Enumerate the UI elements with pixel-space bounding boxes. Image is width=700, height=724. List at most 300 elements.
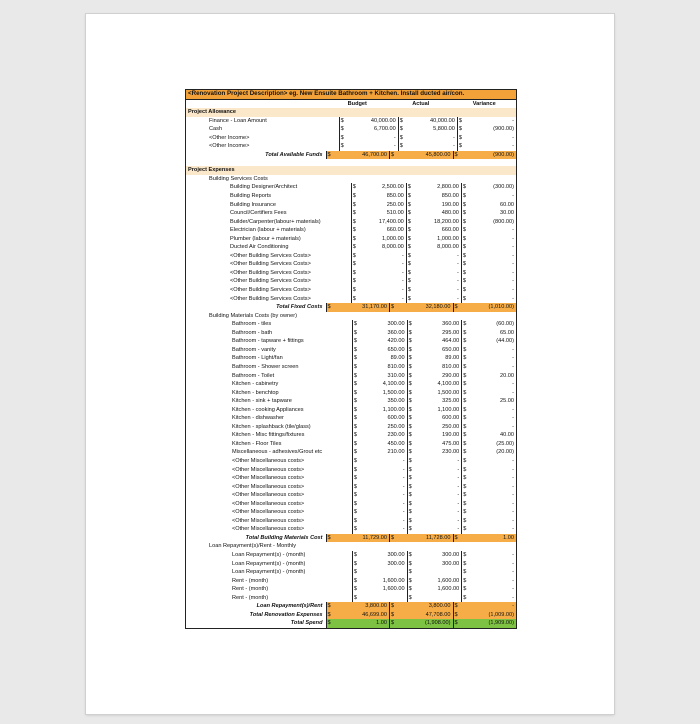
currency-symbol: $ — [454, 611, 458, 618]
currency-symbol: $ — [463, 355, 467, 362]
actual-value — [417, 568, 462, 577]
loan-row-label: Loan Repayment(s) - (month) — [232, 551, 306, 558]
variance-cell — [461, 235, 516, 244]
materials-row-label: <Other Miscellaneous costs> — [232, 526, 305, 533]
actual-value: 32,180.00 — [425, 304, 451, 311]
services-row-label: <Other Building Services Costs> — [230, 252, 311, 259]
currency-symbol: $ — [462, 244, 467, 251]
loan-rent-total-row — [186, 602, 516, 611]
variance-value: - — [512, 269, 515, 276]
materials-row — [186, 508, 516, 517]
materials-row-label: Kitchen - cooking Appliances — [232, 406, 304, 413]
variance-cell — [461, 577, 516, 586]
loan-repayments-heading-row — [186, 542, 516, 551]
variance-value: - — [512, 261, 515, 268]
materials-row — [186, 354, 516, 363]
currency-symbol: $ — [408, 475, 412, 482]
currency-symbol: $ — [353, 363, 357, 370]
currency-symbol: $ — [352, 218, 356, 225]
currency-symbol: $ — [353, 440, 357, 447]
currency-symbol: $ — [353, 406, 357, 413]
materials-row-label: Bathroom - Light/fan — [232, 355, 283, 362]
currency-symbol: $ — [408, 338, 412, 345]
currency-symbol: $ — [463, 526, 467, 533]
variance-cell — [461, 337, 516, 346]
variance-value: (900.00) — [493, 126, 515, 133]
currency-symbol: $ — [408, 509, 412, 516]
currency-symbol: $ — [462, 269, 467, 276]
variance-value: - — [512, 227, 515, 234]
currency-symbol: $ — [463, 586, 467, 593]
materials-row-label: <Other Miscellaneous costs> — [232, 492, 305, 499]
currency-symbol: $ — [352, 278, 356, 285]
materials-row — [186, 389, 516, 398]
currency-symbol: $ — [408, 346, 412, 353]
materials-row-label: Kitchen - dishwasher — [232, 415, 284, 422]
currency-symbol: $ — [352, 244, 356, 251]
variance-value: - — [512, 406, 514, 413]
currency-symbol: $ — [408, 457, 412, 464]
materials-row — [186, 406, 516, 415]
actual-cell — [398, 125, 457, 134]
actual-cell — [407, 594, 462, 603]
variance-cell — [461, 192, 516, 201]
currency-symbol: $ — [353, 492, 357, 499]
variance-cell — [461, 243, 516, 252]
currency-symbol: $ — [353, 569, 357, 576]
budget-cell — [326, 602, 390, 611]
currency-symbol: $ — [463, 398, 467, 405]
services-row-label: Council/Certifiers Fees — [230, 210, 287, 217]
total-renovation-expenses-row-label: Total Renovation Expenses — [186, 611, 326, 620]
budget-value: 650.00 — [387, 346, 405, 353]
variance-value: - — [512, 235, 515, 242]
currency-symbol: $ — [353, 372, 357, 379]
variance-value: - — [512, 483, 514, 490]
budget-value: - — [401, 269, 404, 276]
materials-row — [186, 320, 516, 329]
currency-symbol: $ — [353, 389, 357, 396]
total-spend-row-label: Total Spend — [186, 619, 326, 628]
actual-cell — [389, 534, 453, 543]
budget-cell — [352, 440, 407, 449]
budget-value: 250.00 — [387, 423, 405, 430]
currency-symbol: $ — [407, 227, 411, 234]
services-row-label: Building Reports — [230, 193, 272, 200]
currency-symbol: $ — [352, 227, 356, 234]
actual-value: 660.00 — [441, 227, 459, 234]
variance-value: - — [512, 346, 514, 353]
currency-symbol: $ — [408, 466, 412, 473]
budget-value: - — [402, 492, 405, 499]
variance-cell — [461, 277, 516, 286]
variance-value: - — [512, 134, 515, 141]
currency-symbol: $ — [391, 534, 395, 541]
materials-row — [186, 363, 516, 372]
budget-value: - — [402, 466, 405, 473]
currency-symbol: $ — [454, 534, 458, 541]
variance-value: - — [512, 603, 515, 610]
actual-cell — [407, 474, 462, 483]
actual-value: 1,500.00 — [437, 389, 460, 396]
currency-symbol: $ — [353, 560, 357, 567]
budget-value: 420.00 — [387, 338, 405, 345]
budget-cell — [352, 337, 407, 346]
budget-value: - — [401, 261, 404, 268]
currency-symbol: $ — [463, 569, 467, 576]
budget-value: 31,170.00 — [362, 304, 388, 311]
variance-cell — [461, 209, 516, 218]
currency-symbol: $ — [462, 261, 467, 268]
currency-symbol: $ — [327, 151, 331, 158]
actual-value: 300.00 — [442, 551, 460, 558]
variance-value: (20.00) — [496, 449, 514, 456]
budget-cell — [351, 218, 406, 227]
variance-cell — [461, 389, 516, 398]
variance-value: - — [512, 457, 514, 464]
materials-row-label: <Other Miscellaneous costs> — [232, 483, 305, 490]
actual-cell — [407, 372, 462, 381]
currency-symbol: $ — [408, 526, 412, 533]
actual-cell — [407, 329, 462, 338]
budget-cell — [339, 134, 398, 143]
variance-value: 60.00 — [500, 201, 515, 208]
actual-cell — [406, 192, 461, 201]
budget-value: 360.00 — [387, 329, 405, 336]
currency-symbol: $ — [353, 586, 357, 593]
services-row — [186, 218, 516, 227]
currency-symbol: $ — [340, 117, 344, 124]
currency-symbol: $ — [454, 603, 458, 610]
actual-value: 40,000.00 — [430, 117, 455, 124]
currency-symbol: $ — [352, 252, 356, 259]
variance-value: - — [512, 517, 514, 524]
variance-value: - — [512, 278, 515, 285]
total-spend-row — [186, 619, 516, 628]
currency-symbol: $ — [462, 193, 467, 200]
loan-row — [186, 594, 516, 603]
variance-value: - — [512, 295, 515, 302]
variance-value: - — [512, 509, 514, 516]
materials-row-label: Bathroom - tapware + fittings — [232, 338, 304, 345]
materials-row-label: <Other Miscellaneous costs> — [232, 500, 305, 507]
budget-value — [362, 568, 407, 577]
variance-value: - — [512, 551, 514, 558]
actual-value: (1,908.00) — [425, 620, 451, 627]
variance-value: - — [512, 143, 515, 150]
currency-symbol: $ — [462, 184, 467, 191]
actual-cell — [389, 602, 453, 611]
budget-cell — [352, 568, 407, 577]
budget-value: 1,600.00 — [382, 586, 405, 593]
budget-cell — [352, 551, 407, 560]
budget-cell — [351, 295, 406, 304]
services-row-label: <Other Building Services Costs> — [230, 269, 311, 276]
actual-value: - — [457, 252, 459, 259]
variance-cell — [461, 457, 516, 466]
budget-value: 6,700.00 — [373, 126, 396, 133]
actual-value: 250.00 — [442, 423, 460, 430]
actual-cell — [407, 346, 462, 355]
variance-cell — [461, 560, 516, 569]
materials-row-label: Bathroom - tiles — [232, 321, 272, 328]
currency-symbol: $ — [463, 389, 467, 396]
variance-cell — [461, 551, 516, 560]
project-allowance-heading: Project Allowance — [188, 109, 236, 116]
currency-symbol: $ — [408, 329, 412, 336]
variance-cell — [461, 585, 516, 594]
budget-cell — [351, 260, 406, 269]
actual-cell — [406, 295, 461, 304]
currency-symbol: $ — [454, 620, 458, 627]
budget-cell — [352, 500, 407, 509]
actual-cell — [407, 466, 462, 475]
services-row — [186, 226, 516, 235]
currency-symbol: $ — [353, 594, 357, 601]
materials-row — [186, 431, 516, 440]
currency-symbol: $ — [353, 449, 357, 456]
currency-symbol: $ — [353, 577, 357, 584]
budget-cell — [351, 183, 406, 192]
budget-cell — [352, 483, 407, 492]
budget-cell — [352, 372, 407, 381]
budget-value: - — [401, 252, 404, 259]
materials-row-label: Kitchen - sink + tapware — [232, 398, 292, 405]
variance-cell — [461, 423, 516, 432]
currency-symbol: $ — [353, 500, 357, 507]
currency-symbol: $ — [407, 261, 411, 268]
actual-cell — [407, 500, 462, 509]
services-row-label: <Other Building Services Costs> — [230, 295, 311, 302]
currency-symbol: $ — [463, 381, 467, 388]
currency-symbol: $ — [463, 577, 467, 584]
currency-symbol: $ — [408, 500, 412, 507]
currency-symbol: $ — [463, 500, 467, 507]
actual-value: 3,800.00 — [428, 603, 451, 610]
materials-row — [186, 397, 516, 406]
currency-symbol: $ — [353, 466, 357, 473]
variance-cell — [461, 320, 516, 329]
actual-value: - — [457, 466, 460, 473]
variance-cell — [461, 466, 516, 475]
currency-symbol: $ — [352, 210, 356, 217]
currency-symbol: $ — [408, 449, 412, 456]
actual-value: - — [453, 143, 455, 150]
actual-cell — [406, 277, 461, 286]
currency-symbol: $ — [408, 381, 412, 388]
budget-value: - — [401, 295, 404, 302]
loan-repayments-heading: Loan Repayment(s)/Rent - Monthly — [209, 543, 297, 550]
budget-value: - — [402, 517, 405, 524]
budget-value: - — [402, 500, 405, 507]
variance-cell — [461, 525, 516, 534]
budget-cell — [352, 363, 407, 372]
loan-row-label: Rent - (month) — [232, 586, 269, 593]
budget-cell — [351, 201, 406, 210]
currency-symbol: $ — [463, 372, 467, 379]
services-row — [186, 269, 516, 278]
currency-symbol: $ — [352, 184, 356, 191]
budget-cell — [351, 269, 406, 278]
materials-row-label: Kitchen - Floor Tiles — [232, 440, 282, 447]
variance-cell — [461, 260, 516, 269]
actual-value: 11,728.00 — [426, 534, 451, 541]
variance-cell — [461, 252, 516, 261]
allowance-row — [186, 142, 516, 151]
variance-cell — [461, 491, 516, 500]
materials-row-label: Miscellaneous - adhesives/Grout etc — [232, 449, 323, 456]
building-services-heading: Building Services Costs — [209, 175, 268, 182]
variance-value: - — [512, 475, 514, 482]
currency-symbol: $ — [407, 244, 411, 251]
currency-symbol: $ — [353, 517, 357, 524]
currency-symbol: $ — [463, 423, 467, 430]
currency-symbol: $ — [463, 551, 467, 558]
actual-cell — [407, 440, 462, 449]
actual-value: 230.00 — [442, 449, 460, 456]
currency-symbol: $ — [408, 560, 412, 567]
budget-value: 46,700.00 — [362, 151, 388, 158]
budget-value: 300.00 — [387, 551, 405, 558]
budget-cell — [352, 508, 407, 517]
currency-symbol: $ — [463, 440, 467, 447]
currency-symbol: $ — [391, 304, 395, 311]
services-row-label: Ducted Air Conditioning — [230, 244, 289, 251]
services-row — [186, 277, 516, 286]
actual-cell — [398, 142, 457, 151]
actual-cell — [407, 354, 462, 363]
budget-cell — [339, 142, 398, 151]
materials-row — [186, 423, 516, 432]
budget-value: - — [402, 483, 405, 490]
building-materials-heading-row — [186, 312, 516, 321]
currency-symbol: $ — [353, 415, 357, 422]
currency-symbol: $ — [462, 278, 467, 285]
currency-symbol: $ — [353, 483, 357, 490]
project-expenses-heading-row — [186, 166, 516, 175]
budget-cell — [352, 397, 407, 406]
budget-value: 1,000.00 — [382, 235, 404, 242]
budget-cell — [351, 277, 406, 286]
materials-row — [186, 448, 516, 457]
currency-symbol: $ — [407, 201, 411, 208]
variance-cell — [461, 414, 516, 423]
currency-symbol: $ — [353, 457, 357, 464]
actual-cell — [406, 260, 461, 269]
materials-row — [186, 517, 516, 526]
currency-symbol: $ — [327, 603, 331, 610]
budget-value — [362, 594, 407, 603]
materials-row — [186, 457, 516, 466]
budget-cell — [352, 414, 407, 423]
actual-cell — [407, 320, 462, 329]
actual-cell — [407, 551, 462, 560]
currency-symbol: $ — [458, 143, 463, 150]
currency-symbol: $ — [407, 295, 411, 302]
actual-cell — [407, 491, 462, 500]
materials-row — [186, 525, 516, 534]
services-row-label: Plumber (labour + materials) — [230, 235, 301, 242]
variance-value: 1.00 — [503, 534, 515, 541]
actual-value: 1,600.00 — [437, 577, 460, 584]
variance-cell — [461, 500, 516, 509]
currency-symbol: $ — [463, 509, 467, 516]
variance-value: (1,909.00) — [488, 620, 515, 627]
variance-header: Variance — [472, 100, 496, 107]
variance-value: 30.00 — [500, 210, 515, 217]
currency-symbol: $ — [408, 483, 412, 490]
variance-cell — [461, 406, 516, 415]
variance-cell — [457, 134, 516, 143]
variance-value: (1,009.00) — [488, 611, 515, 618]
loan-row — [186, 560, 516, 569]
variance-value: - — [512, 466, 514, 473]
variance-cell — [457, 142, 516, 151]
currency-symbol: $ — [408, 372, 412, 379]
currency-symbol: $ — [352, 287, 356, 294]
materials-row — [186, 466, 516, 475]
actual-cell — [407, 380, 462, 389]
materials-row-label: Kitchen - cabinetry — [232, 381, 279, 388]
budget-cell — [326, 534, 390, 543]
variance-value: (1,010.00) — [488, 304, 515, 311]
variance-cell — [453, 611, 517, 620]
variance-value: (25.00) — [496, 440, 514, 447]
variance-cell — [453, 619, 517, 628]
currency-symbol: $ — [352, 201, 356, 208]
actual-value: 4,100.00 — [437, 381, 460, 388]
currency-symbol: $ — [463, 432, 467, 439]
materials-row — [186, 474, 516, 483]
loan-row-label: Loan Repayment(s) - (month) — [232, 569, 306, 576]
variance-cell — [461, 354, 516, 363]
budget-value: 210.00 — [387, 449, 405, 456]
currency-symbol: $ — [352, 193, 356, 200]
variance-value: 65.00 — [500, 329, 514, 336]
actual-cell — [389, 619, 453, 628]
budget-value: - — [402, 475, 405, 482]
currency-symbol: $ — [408, 363, 412, 370]
actual-cell — [389, 303, 453, 312]
currency-symbol: $ — [408, 406, 412, 413]
services-row — [186, 295, 516, 304]
currency-symbol: $ — [352, 261, 356, 268]
currency-symbol: $ — [408, 577, 412, 584]
variance-value: - — [512, 244, 515, 251]
currency-symbol: $ — [391, 603, 395, 610]
loan-row — [186, 568, 516, 577]
variance-cell — [453, 303, 517, 312]
actual-cell — [407, 585, 462, 594]
currency-symbol: $ — [463, 321, 467, 328]
actual-cell — [407, 337, 462, 346]
variance-value: - — [512, 415, 514, 422]
budget-value: - — [402, 526, 405, 533]
currency-symbol: $ — [408, 586, 412, 593]
allowance-row-label: Cash — [209, 126, 223, 133]
materials-row-label: <Other Miscellaneous costs> — [232, 475, 305, 482]
materials-row — [186, 380, 516, 389]
services-row-label: Builder/Carpenter(labour+ materials) — [230, 218, 321, 225]
currency-symbol: $ — [408, 551, 412, 558]
actual-value: 480.00 — [441, 210, 459, 217]
variance-value: - — [512, 252, 515, 259]
services-row-label: Building Insurance — [230, 201, 277, 208]
variance-value: - — [512, 500, 514, 507]
variance-value: - — [512, 355, 514, 362]
services-row — [186, 235, 516, 244]
services-row — [186, 183, 516, 192]
